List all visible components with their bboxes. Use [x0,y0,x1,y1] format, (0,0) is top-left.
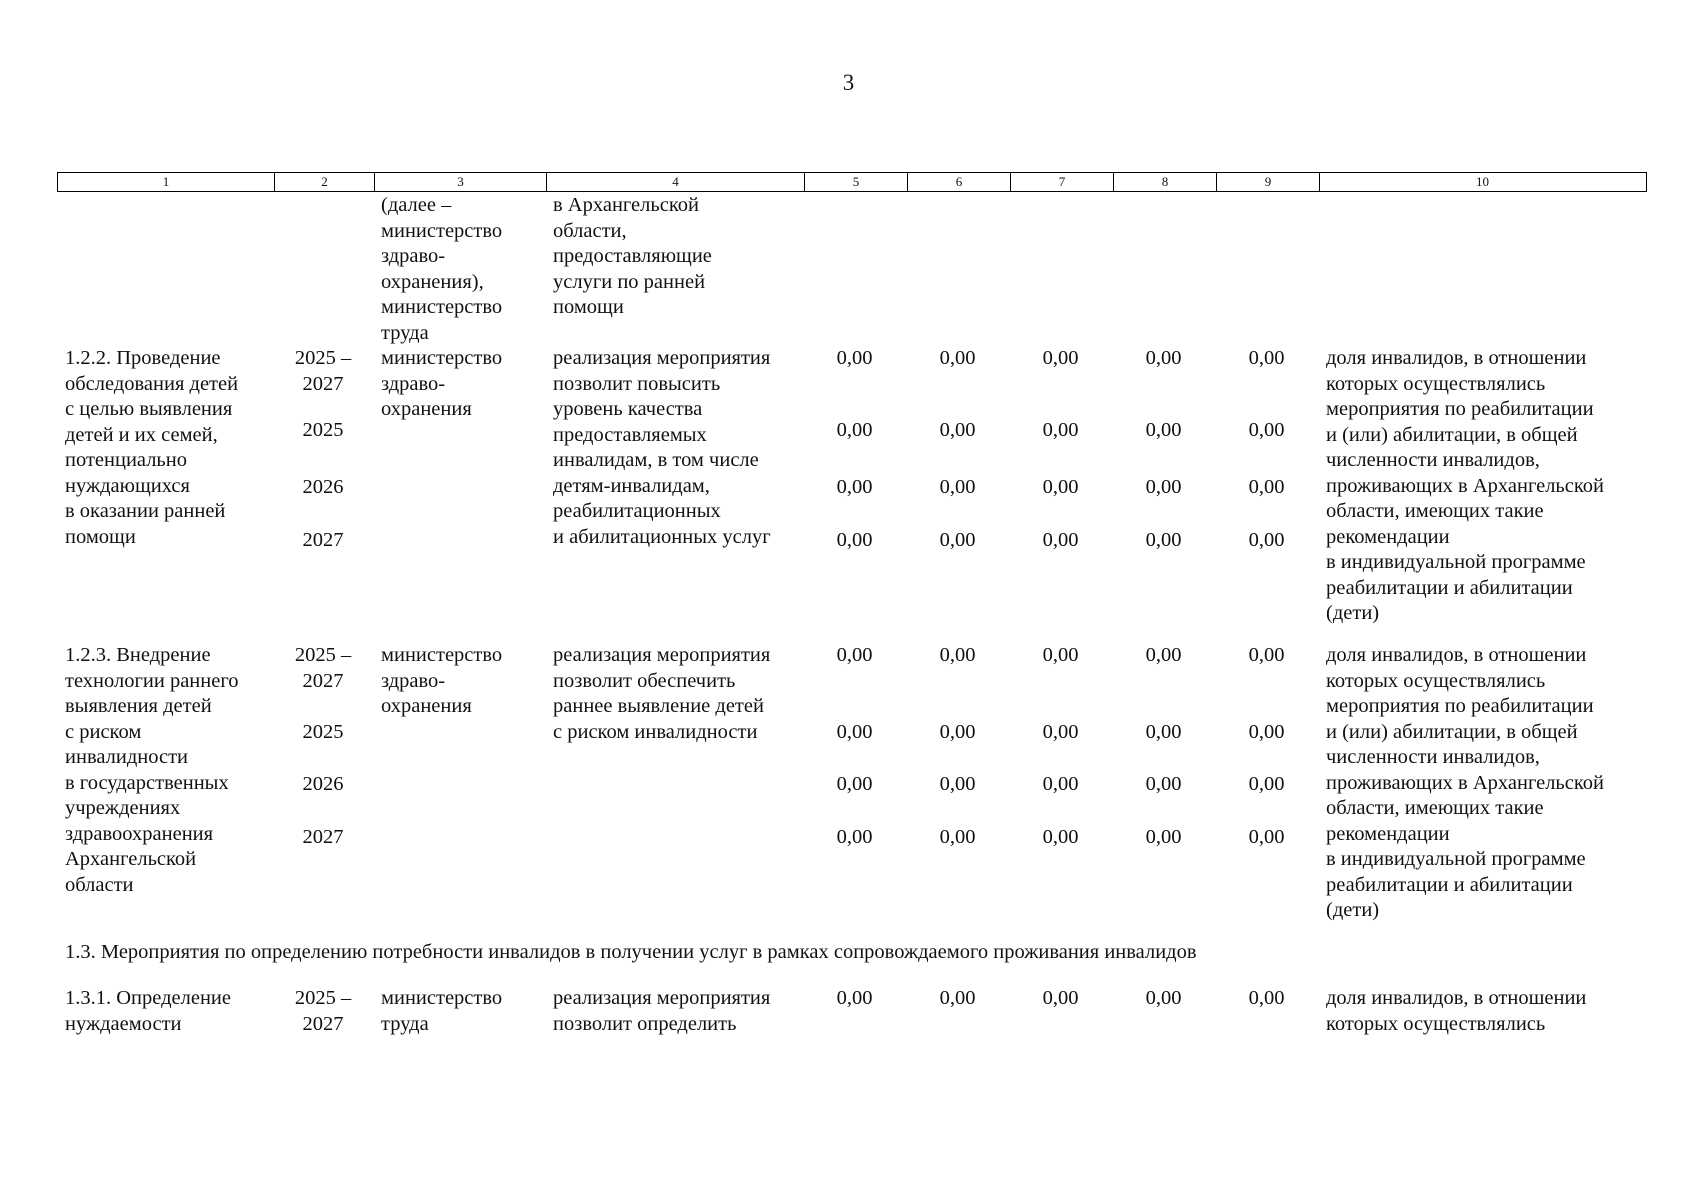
table-row-continued [57,193,1647,346]
table-row [57,643,1647,940]
value: 0,00 [1042,773,1079,795]
executor-cell: министерство здраво- охранения [381,347,503,420]
value: 0,00 [1248,721,1285,743]
executor-cell: министерство здраво- охранения [381,644,503,717]
period-cell [273,643,373,940]
value-col-5 [803,346,906,643]
header-col-1: 1 [162,174,170,189]
indicator-cell: доля инвалидов, в отношении которых осуществлялись мероприятия по реабилитации и (или) абилитации, в общей численности инвалидов, проживающих в Архангельской области, имеющих такие рекомендации в индивидуальной программе реабилитации и абилитации (дети) [1326,347,1605,624]
value: 0,00 [1145,773,1182,795]
value: 0,00 [1248,644,1285,666]
table-row [57,986,1647,1046]
value-col-7 [1009,346,1112,643]
value: 0,00 [939,529,976,551]
value: 0,00 [939,476,976,498]
value: 0,00 [1042,826,1079,848]
table-header-row [57,172,1647,192]
value: 0,00 [836,347,873,369]
value-col-5 [803,643,906,940]
section-title: 1.3. Мероприятия по определению потребности инвалидов в получении услуг в рамках сопровождаемого проживания инвалидов [65,941,1197,963]
indicator-cell: доля инвалидов, в отношении которых осуществлялись [1326,987,1587,1035]
year-label: 2027 [302,826,344,848]
value: 0,00 [836,773,873,795]
value: 0,00 [1042,419,1079,441]
result-cell: реализация мероприятия позволит повысить уровень качества предоставляемых инвалидам, в том числе детям-инвалидам, реабилитационных и абилитационных услуг [553,347,771,548]
value-col-8 [1112,643,1215,940]
value: 0,00 [1042,721,1079,743]
indicator-cell: доля инвалидов, в отношении которых осуществлялись мероприятия по реабилитации и (или) абилитации, в общей численности инвалидов, проживающих в Архангельской области, имеющих такие рекомендации в индивидуальной программе реабилитации и абилитации (дети) [1326,644,1605,921]
executor-cell: (далее – министерство здраво- охранения), министерство труда [381,194,503,344]
header-col-4: 4 [546,173,804,191]
table-body [57,193,1647,1046]
header-col-2: 2 [274,173,374,191]
year-label: 2026 [302,476,344,498]
value: 0,00 [836,987,873,1009]
measure-name: 1.3.1. Определение нуждаемости [65,987,232,1035]
value: 0,00 [1248,826,1285,848]
executor-cell: министерство труда [381,987,503,1035]
value-col-6 [906,643,1009,940]
value: 0,00 [1248,773,1285,795]
value: 0,00 [1248,347,1285,369]
period-range: 2025 – 2027 [294,347,352,395]
value: 0,00 [1248,476,1285,498]
result-cell: реализация мероприятия позволит определить [553,987,771,1035]
value: 0,00 [1042,529,1079,551]
value: 0,00 [939,826,976,848]
value: 0,00 [836,419,873,441]
header-col-8: 8 [1113,173,1216,191]
value: 0,00 [1145,644,1182,666]
value: 0,00 [1248,529,1285,551]
period-range: 2025 – 2027 [294,987,352,1035]
result-cell: реализация мероприятия позволит обеспечить раннее выявление детей с риском инвалидности [553,644,771,743]
measure-name: 1.2.2. Проведение обследования детей с целью выявления детей и их семей, потенциально нуждающихся в оказании ранней помощи [65,347,239,548]
year-label: 2027 [302,529,344,551]
value: 0,00 [1145,721,1182,743]
result-cell: в Архангельской области, предоставляющие услуги по ранней помощи [553,194,712,318]
table-row [57,346,1647,643]
header-col-5: 5 [804,173,907,191]
value-col-7 [1009,643,1112,940]
value: 0,00 [836,476,873,498]
value: 0,00 [836,721,873,743]
year-label: 2025 [302,721,344,743]
header-col-7: 7 [1010,173,1113,191]
value: 0,00 [939,721,976,743]
period-range: 2025 – 2027 [294,644,352,692]
header-col-6: 6 [907,173,1010,191]
value-col-8 [1112,346,1215,643]
value: 0,00 [836,644,873,666]
value: 0,00 [1042,347,1079,369]
value: 0,00 [1042,476,1079,498]
value: 0,00 [1145,476,1182,498]
header-col-3: 3 [374,173,546,191]
value: 0,00 [939,987,976,1009]
value: 0,00 [1042,987,1079,1009]
value: 0,00 [1145,826,1182,848]
header-col-10: 10 [1319,173,1645,191]
period-cell [273,346,373,643]
value: 0,00 [939,419,976,441]
value: 0,00 [1145,347,1182,369]
value: 0,00 [836,826,873,848]
value: 0,00 [1248,987,1285,1009]
value-col-6 [906,346,1009,643]
value-col-9 [1215,643,1318,940]
year-label: 2026 [302,773,344,795]
page-number: 3 [842,70,855,95]
value: 0,00 [1145,987,1182,1009]
value: 0,00 [939,644,976,666]
measure-name: 1.2.3. Внедрение технологии раннего выявления детей с риском инвалидности в государственных учреждениях здравоохранения Архангельской области [65,644,239,896]
value: 0,00 [1248,419,1285,441]
year-label: 2025 [302,419,344,441]
value: 0,00 [939,347,976,369]
value-col-9 [1215,346,1318,643]
section-row [57,940,1647,986]
value: 0,00 [1145,419,1182,441]
value: 0,00 [1042,644,1079,666]
value: 0,00 [939,773,976,795]
header-col-9: 9 [1216,173,1319,191]
value: 0,00 [836,529,873,551]
value: 0,00 [1145,529,1182,551]
